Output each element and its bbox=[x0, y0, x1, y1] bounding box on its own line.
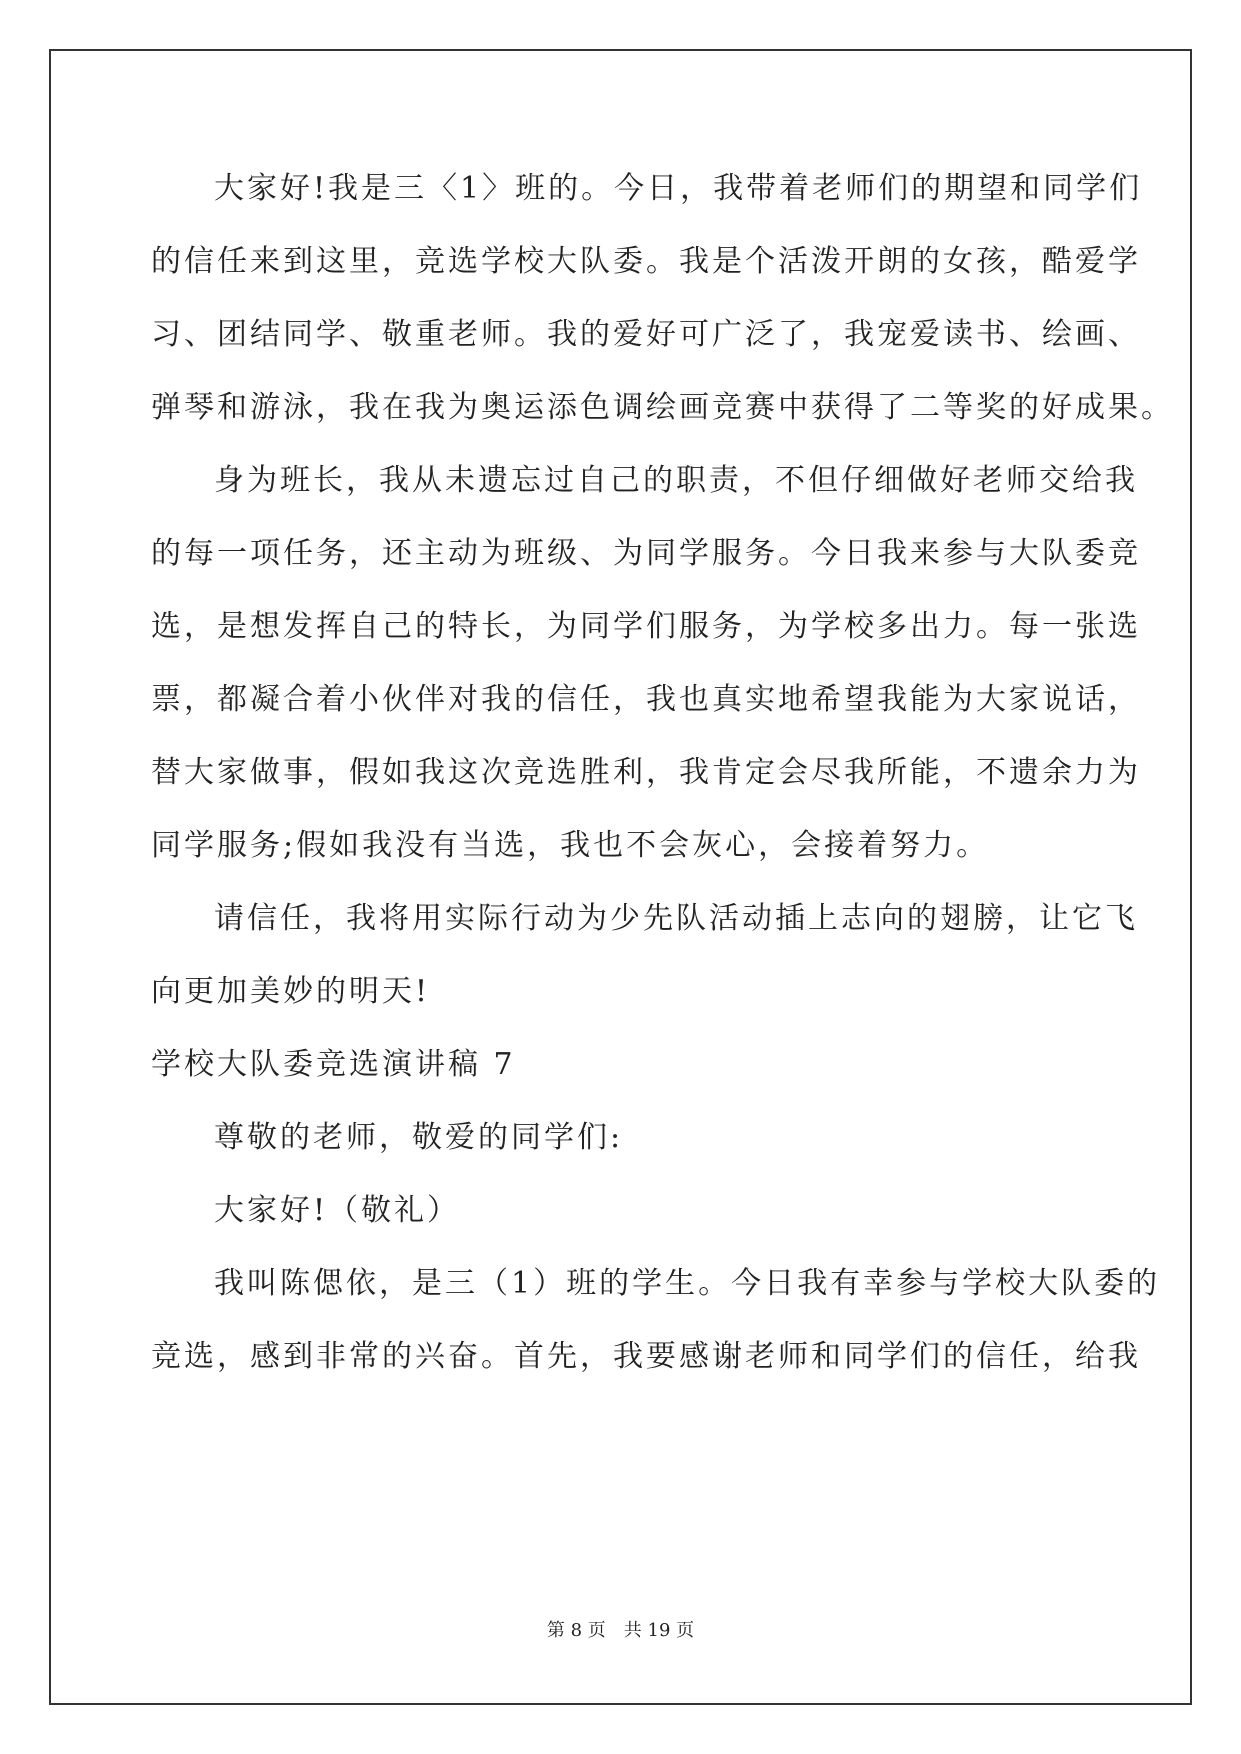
greeting: 大家好!（敬礼） bbox=[214, 1193, 461, 1228]
page-number-footer: 第 8 页 共 19 页 bbox=[546, 1620, 695, 1641]
paragraph-line: 请信任，我将用实际行动为少先队活动插上志向的翅膀，让它飞 bbox=[214, 901, 1138, 936]
salutation: 尊敬的老师，敬爱的同学们: bbox=[214, 1120, 624, 1155]
paragraph-line: 替大家做事，假如我这次竞选胜利，我肯定会尽我所能，不遗余力为 bbox=[151, 755, 1141, 790]
paragraph-line: 的信任来到这里，竞选学校大队委。我是个活泼开朗的女孩，酷爱学 bbox=[151, 244, 1141, 279]
paragraph-line: 竞选，感到非常的兴奋。首先，我要感谢老师和同学们的信任，给我 bbox=[151, 1339, 1141, 1374]
paragraph-line: 同学服务;假如我没有当选，我也不会灰心，会接着努力。 bbox=[151, 828, 990, 863]
paragraph-line: 大家好!我是三〈1〉班的。今日，我带着老师们的期望和同学们 bbox=[214, 171, 1143, 206]
paragraph-line: 弹琴和游泳，我在我为奥运添色调绘画竞赛中获得了二等奖的好成果。 bbox=[151, 390, 1174, 425]
paragraph-line: 票，都凝合着小伙伴对我的信任，我也真实地希望我能为大家说话， bbox=[151, 682, 1141, 717]
section-heading: 学校大队委竞选演讲稿 7 bbox=[151, 1047, 516, 1082]
paragraph-line: 向更加美妙的明天! bbox=[151, 974, 431, 1009]
paragraph-line: 身为班长，我从未遗忘过自己的职责，不但仔细做好老师交给我 bbox=[214, 463, 1138, 498]
paragraph-line: 习、团结同学、敬重老师。我的爱好可广泛了，我宠爱读书、绘画、 bbox=[151, 317, 1141, 352]
paragraph-line: 我叫陈偲依，是三（1）班的学生。今日我有幸参与学校大队委的 bbox=[214, 1266, 1161, 1301]
paragraph-line: 的每一项任务，还主动为班级、为同学服务。今日我来参与大队委竞 bbox=[151, 536, 1141, 571]
paragraph-line: 选，是想发挥自己的特长，为同学们服务，为学校多出力。每一张选 bbox=[151, 609, 1141, 644]
